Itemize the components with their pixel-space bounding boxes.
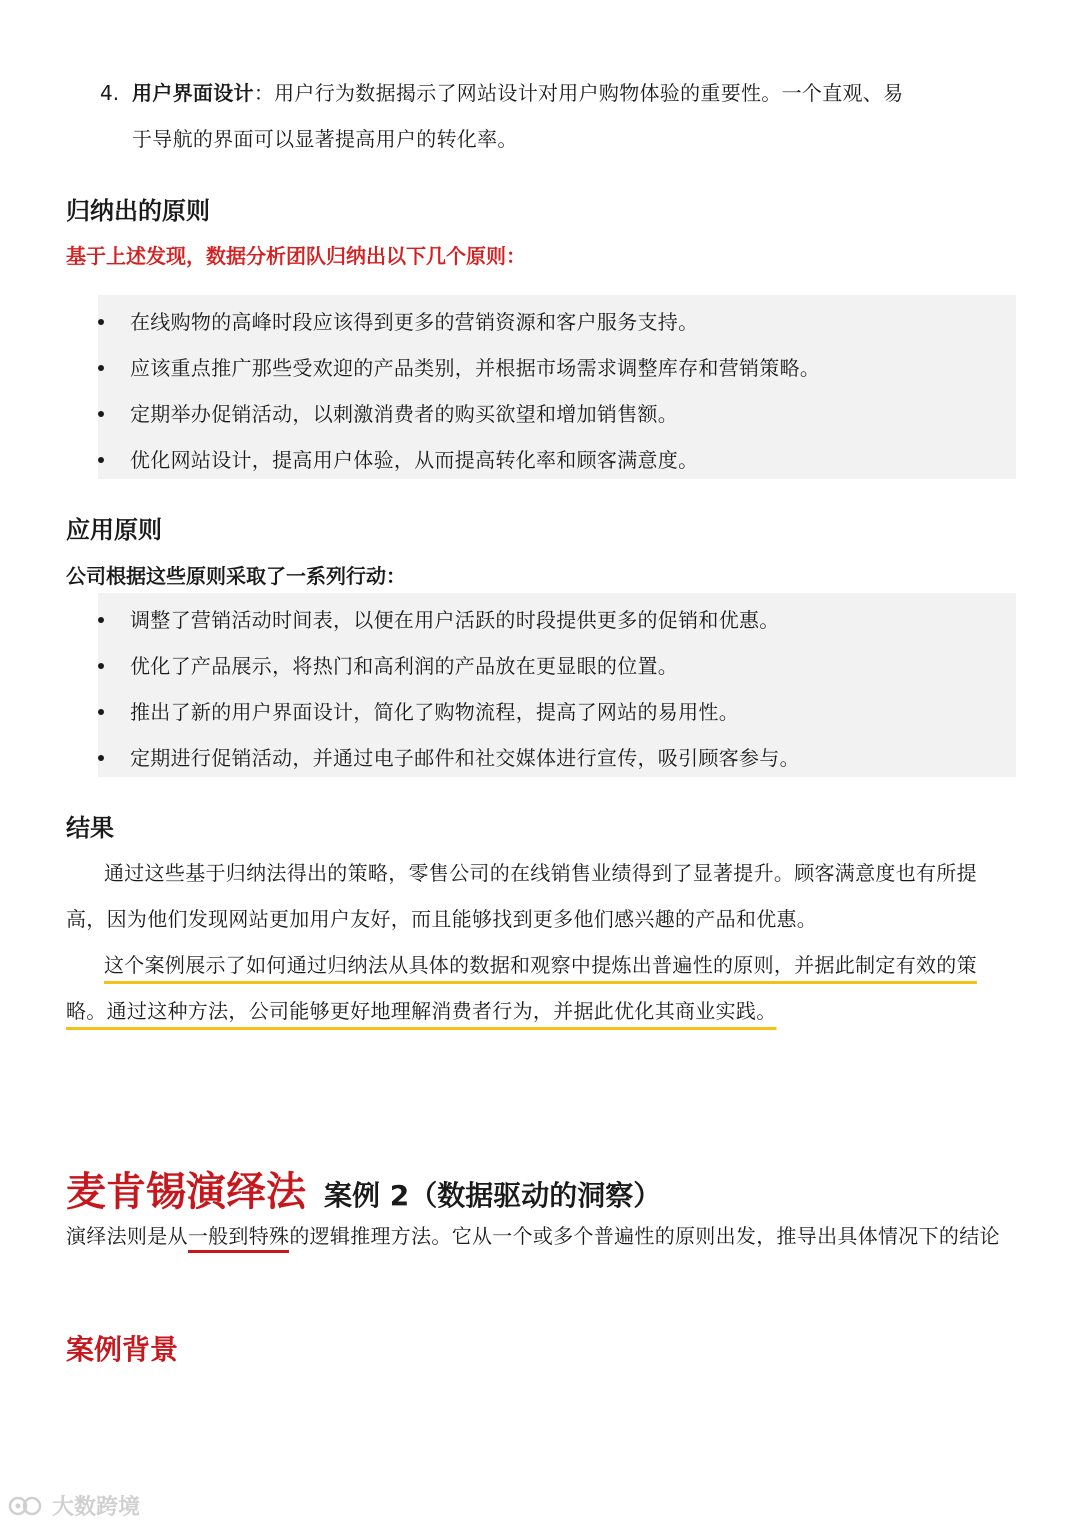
principles-list bbox=[98, 299, 1016, 483]
list-item: 应该重点推广那些受欢迎的产品类别，并根据市场需求调整库存和营销策略。 bbox=[98, 345, 1016, 391]
principles-box bbox=[98, 295, 1016, 479]
bullet-icon bbox=[98, 457, 104, 463]
list-item: 推出了新的用户界面设计，简化了购物流程，提高了网站的易用性。 bbox=[98, 689, 1016, 735]
watermark bbox=[8, 1490, 140, 1521]
deduction-title: 麦肯锡演绎法 bbox=[66, 1169, 306, 1215]
deduction-subtitle: 案例 2（数据驱动的洞察） bbox=[324, 1179, 662, 1212]
deduction-description: 演绎法则是从一般到特殊的逻辑推理方法。它从一个或多个普遍性的原则出发，推导出具体情况下的结论 bbox=[66, 1213, 1016, 1259]
emphasis-underline: 一般到特殊 bbox=[188, 1224, 290, 1253]
list-item: 调整了营销活动时间表，以便在用户活跃的时段提供更多的促销和优惠。 bbox=[98, 597, 1016, 643]
list-item: 优化了产品展示，将热门和高利润的产品放在更显眼的位置。 bbox=[98, 643, 1016, 689]
principles-lead: 基于上述发现，数据分析团队归纳出以下几个原则： bbox=[66, 244, 526, 268]
list-item: 优化网站设计，提高用户体验，从而提高转化率和顾客满意度。 bbox=[98, 437, 1016, 483]
principles-heading: 归纳出的原则 bbox=[66, 197, 210, 225]
result-body bbox=[66, 850, 1016, 1034]
bullet-icon bbox=[98, 755, 104, 761]
case-background-heading: 案例背景 bbox=[66, 1333, 179, 1366]
bullet-icon bbox=[98, 709, 104, 715]
highlighted-text: 这个案例展示了如何通过归纳法从具体的数据和观察中提炼出普遍性的原则，并据此制定有效的策略。通过这种方法，公司能够更好地理解消费者行为，并据此优化其商业实践。 bbox=[66, 953, 977, 1023]
item-text-line1: ：用户行为数据揭示了网站设计对用户购物体验的重要性。一个直观、易 bbox=[253, 81, 904, 105]
bullet-icon bbox=[98, 617, 104, 623]
list-item: 定期举办促销活动，以刺激消费者的购买欲望和增加销售额。 bbox=[98, 391, 1016, 437]
item-title: 用户界面设计 bbox=[132, 81, 254, 105]
result-heading: 结果 bbox=[66, 814, 114, 842]
item-body bbox=[132, 70, 1020, 162]
brand-logo-icon bbox=[8, 1493, 46, 1519]
application-heading: 应用原则 bbox=[66, 516, 162, 544]
application-list bbox=[98, 597, 1016, 781]
bullet-icon bbox=[98, 663, 104, 669]
bullet-icon bbox=[98, 411, 104, 417]
result-paragraph-1: 通过这些基于归纳法得出的策略，零售公司的在线销售业绩得到了显著提升。顾客满意度也有所提高，因为他们发现网站更加用户友好，而且能够找到更多他们感兴趣的产品和优惠。 bbox=[66, 861, 977, 931]
list-item: 定期进行促销活动，并通过电子邮件和社交媒体进行宣传，吸引顾客参与。 bbox=[98, 735, 1016, 781]
numbered-item-4 bbox=[100, 70, 1020, 162]
list-item: 在线购物的高峰时段应该得到更多的营销资源和客户服务支持。 bbox=[98, 299, 1016, 345]
watermark-text: 大数跨境 bbox=[52, 1495, 141, 1520]
application-box bbox=[98, 593, 1016, 777]
item-text-line2: 于导航的界面可以显著提高用户的转化率。 bbox=[132, 127, 518, 151]
deduction-title-row bbox=[66, 1160, 1016, 1217]
result-paragraph-2 bbox=[66, 942, 1016, 1034]
bullet-icon bbox=[98, 365, 104, 371]
bullet-icon bbox=[98, 319, 104, 325]
application-lead: 公司根据这些原则采取了一系列行动： bbox=[66, 564, 406, 588]
item-number: 4. bbox=[100, 81, 120, 105]
